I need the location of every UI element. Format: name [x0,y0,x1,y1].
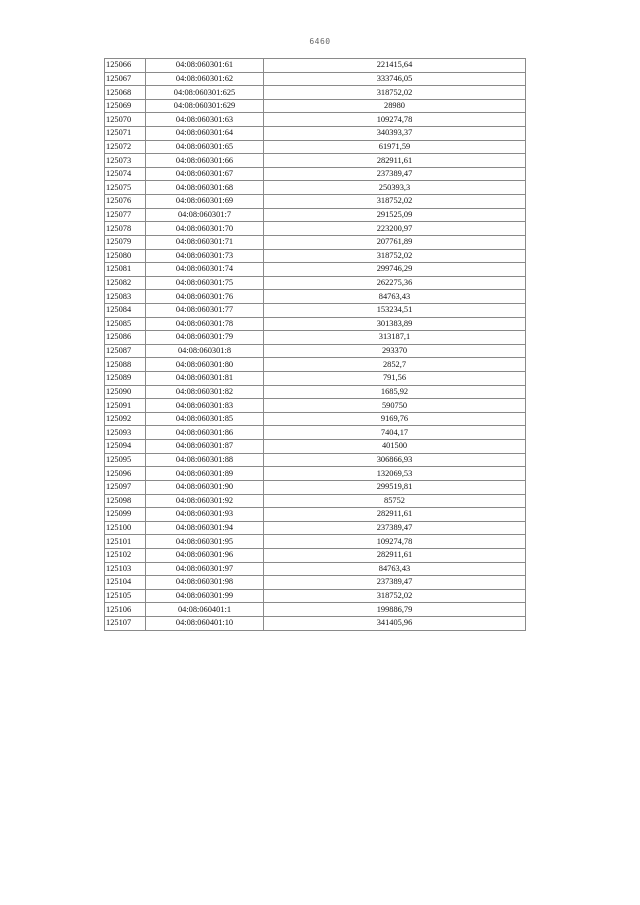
table-row [105,59,526,73]
table-row [105,222,526,236]
cadastral-value-cell: 340393,37 [264,127,526,141]
row-id-cell: 125100 [105,521,146,535]
table-row [105,303,526,317]
cadastral-value-cell: 2852,7 [264,358,526,372]
row-id-cell: 125066 [105,59,146,73]
row-id-cell: 125079 [105,235,146,249]
row-id-cell: 125090 [105,385,146,399]
table-row [105,426,526,440]
table-row [105,72,526,86]
cadastral-value-cell: 84763,43 [264,562,526,576]
cadastral-number-cell: 04:08:060301:80 [146,358,264,372]
cadastral-value-cell: 1685,92 [264,385,526,399]
cadastral-value-cell: 237389,47 [264,521,526,535]
table-row [105,249,526,263]
cadastral-value-cell: 61971,59 [264,140,526,154]
table-row [105,440,526,454]
table-row [105,399,526,413]
row-id-cell: 125093 [105,426,146,440]
cadastral-number-cell: 04:08:060301:85 [146,412,264,426]
table-row [105,535,526,549]
cadastral-value-cell: 299519,81 [264,480,526,494]
cadastral-number-cell: 04:08:060301:90 [146,480,264,494]
table-row [105,276,526,290]
table-row [105,521,526,535]
cadastral-value-cell: 299746,29 [264,263,526,277]
row-id-cell: 125101 [105,535,146,549]
cadastral-number-cell: 04:08:060301:93 [146,508,264,522]
cadastral-value-cell: 132069,53 [264,467,526,481]
row-id-cell: 125091 [105,399,146,413]
row-id-cell: 125102 [105,548,146,562]
cadastral-number-cell: 04:08:060301:71 [146,235,264,249]
cadastral-number-cell: 04:08:060301:92 [146,494,264,508]
cadastral-value-cell: 250393,3 [264,181,526,195]
table-row [105,317,526,331]
cadastral-value-cell: 291525,09 [264,208,526,222]
table-row [105,290,526,304]
table-row [105,113,526,127]
cadastral-value-cell: 109274,78 [264,113,526,127]
row-id-cell: 125080 [105,249,146,263]
row-id-cell: 125074 [105,167,146,181]
row-id-cell: 125097 [105,480,146,494]
cadastral-number-cell: 04:08:060301:67 [146,167,264,181]
table-row [105,480,526,494]
row-id-cell: 125103 [105,562,146,576]
cadastral-number-cell: 04:08:060301:7 [146,208,264,222]
row-id-cell: 125085 [105,317,146,331]
cadastral-number-cell: 04:08:060301:62 [146,72,264,86]
cadastral-number-cell: 04:08:060301:96 [146,548,264,562]
row-id-cell: 125078 [105,222,146,236]
cadastral-number-cell: 04:08:060301:65 [146,140,264,154]
cadastral-number-cell: 04:08:060301:63 [146,113,264,127]
table-row [105,344,526,358]
cadastral-number-cell: 04:08:060301:69 [146,195,264,209]
table-row [105,195,526,209]
table-row [105,154,526,168]
table-row [105,372,526,386]
cadastral-value-cell: 84763,43 [264,290,526,304]
row-id-cell: 125069 [105,99,146,113]
cadastral-value-cell: 590750 [264,399,526,413]
cadastral-number-cell: 04:08:060301:74 [146,263,264,277]
row-id-cell: 125099 [105,508,146,522]
cadastral-value-cell: 207761,89 [264,235,526,249]
cadastral-value-cell: 306866,93 [264,453,526,467]
cadastral-value-cell: 341405,96 [264,616,526,630]
table-row [105,181,526,195]
table-row [105,412,526,426]
row-id-cell: 125077 [105,208,146,222]
row-id-cell: 125096 [105,467,146,481]
cadastral-number-cell: 04:08:060301:83 [146,399,264,413]
row-id-cell: 125086 [105,331,146,345]
table-row [105,562,526,576]
row-id-cell: 125104 [105,576,146,590]
row-id-cell: 125089 [105,372,146,386]
cadastral-value-cell: 318752,02 [264,86,526,100]
table-row [105,603,526,617]
row-id-cell: 125106 [105,603,146,617]
cadastral-number-cell: 04:08:060301:89 [146,467,264,481]
cadastral-value-cell: 333746,05 [264,72,526,86]
row-id-cell: 125071 [105,127,146,141]
cadastral-number-cell: 04:08:060301:87 [146,440,264,454]
cadastral-number-cell: 04:08:060301:97 [146,562,264,576]
cadastral-number-cell: 04:08:060301:68 [146,181,264,195]
row-id-cell: 125084 [105,303,146,317]
table-row [105,99,526,113]
cadastral-number-cell: 04:08:060301:88 [146,453,264,467]
row-id-cell: 125072 [105,140,146,154]
row-id-cell: 125075 [105,181,146,195]
cadastral-number-cell: 04:08:060401:10 [146,616,264,630]
cadastral-number-cell: 04:08:060301:66 [146,154,264,168]
table-row [105,263,526,277]
row-id-cell: 125082 [105,276,146,290]
table-row [105,127,526,141]
row-id-cell: 125076 [105,195,146,209]
cadastral-number-cell: 04:08:060301:95 [146,535,264,549]
table-row [105,358,526,372]
cadastral-number-cell: 04:08:060301:94 [146,521,264,535]
cadastral-value-cell: 401500 [264,440,526,454]
cadastral-value-cell: 282911,61 [264,154,526,168]
cadastral-number-cell: 04:08:060301:75 [146,276,264,290]
cadastral-value-cell: 301383,89 [264,317,526,331]
cadastral-number-cell: 04:08:060301:64 [146,127,264,141]
cadastral-value-cell: 237389,47 [264,576,526,590]
cadastral-number-cell: 04:08:060301:86 [146,426,264,440]
table-row [105,508,526,522]
table-row [105,235,526,249]
cadastral-value-cell: 109274,78 [264,535,526,549]
cadastral-value-cell: 282911,61 [264,508,526,522]
table-row [105,208,526,222]
row-id-cell: 125087 [105,344,146,358]
page-number: 6460 [309,37,331,46]
cadastral-value-cell: 85752 [264,494,526,508]
cadastral-number-cell: 04:08:060301:70 [146,222,264,236]
cadastral-number-cell: 04:08:060301:77 [146,303,264,317]
row-id-cell: 125083 [105,290,146,304]
cadastral-number-cell: 04:08:060301:76 [146,290,264,304]
cadastral-value-cell: 237389,47 [264,167,526,181]
cadastral-value-cell: 293370 [264,344,526,358]
cadastral-number-cell: 04:08:060301:98 [146,576,264,590]
table-row [105,494,526,508]
row-id-cell: 125092 [105,412,146,426]
row-id-cell: 125095 [105,453,146,467]
cadastral-number-cell: 04:08:060301:73 [146,249,264,263]
cadastral-number-cell: 04:08:060301:625 [146,86,264,100]
cadastral-value-cell: 318752,02 [264,195,526,209]
table-row [105,167,526,181]
cadastral-number-cell: 04:08:060301:81 [146,372,264,386]
table-row [105,467,526,481]
table-row [105,616,526,630]
cadastral-number-cell: 04:08:060301:99 [146,589,264,603]
table-body [105,59,526,631]
row-id-cell: 125070 [105,113,146,127]
table-row [105,548,526,562]
row-id-cell: 125088 [105,358,146,372]
cadastral-number-cell: 04:08:060301:629 [146,99,264,113]
cadastral-number-cell: 04:08:060301:78 [146,317,264,331]
cadastral-number-cell: 04:08:060301:82 [146,385,264,399]
cadastral-value-cell: 9169,76 [264,412,526,426]
cadastral-number-cell: 04:08:060301:8 [146,344,264,358]
cadastral-value-cell: 7404,17 [264,426,526,440]
row-id-cell: 125073 [105,154,146,168]
row-id-cell: 125081 [105,263,146,277]
row-id-cell: 125067 [105,72,146,86]
cadastral-number-cell: 04:08:060301:79 [146,331,264,345]
cadastral-value-cell: 282911,61 [264,548,526,562]
cadastral-number-cell: 04:08:060301:61 [146,59,264,73]
row-id-cell: 125068 [105,86,146,100]
cadastral-value-cell: 313187,1 [264,331,526,345]
cadastral-number-cell: 04:08:060401:1 [146,603,264,617]
table-row [105,453,526,467]
cadastral-value-cell: 199886,79 [264,603,526,617]
row-id-cell: 125105 [105,589,146,603]
cadastral-value-cell: 153234,51 [264,303,526,317]
row-id-cell: 125107 [105,616,146,630]
table-row [105,140,526,154]
cadastral-value-cell: 221415,64 [264,59,526,73]
cadastral-value-cell: 262275,36 [264,276,526,290]
row-id-cell: 125094 [105,440,146,454]
table-row [105,589,526,603]
table-row [105,576,526,590]
table-row [105,385,526,399]
row-id-cell: 125098 [105,494,146,508]
cadastral-value-cell: 28980 [264,99,526,113]
cadastral-value-cell: 791,56 [264,372,526,386]
cadastral-value-table [104,58,526,631]
cadastral-value-cell: 318752,02 [264,589,526,603]
table-row [105,86,526,100]
cadastral-value-cell: 223200,97 [264,222,526,236]
table-row [105,331,526,345]
cadastral-value-cell: 318752,02 [264,249,526,263]
